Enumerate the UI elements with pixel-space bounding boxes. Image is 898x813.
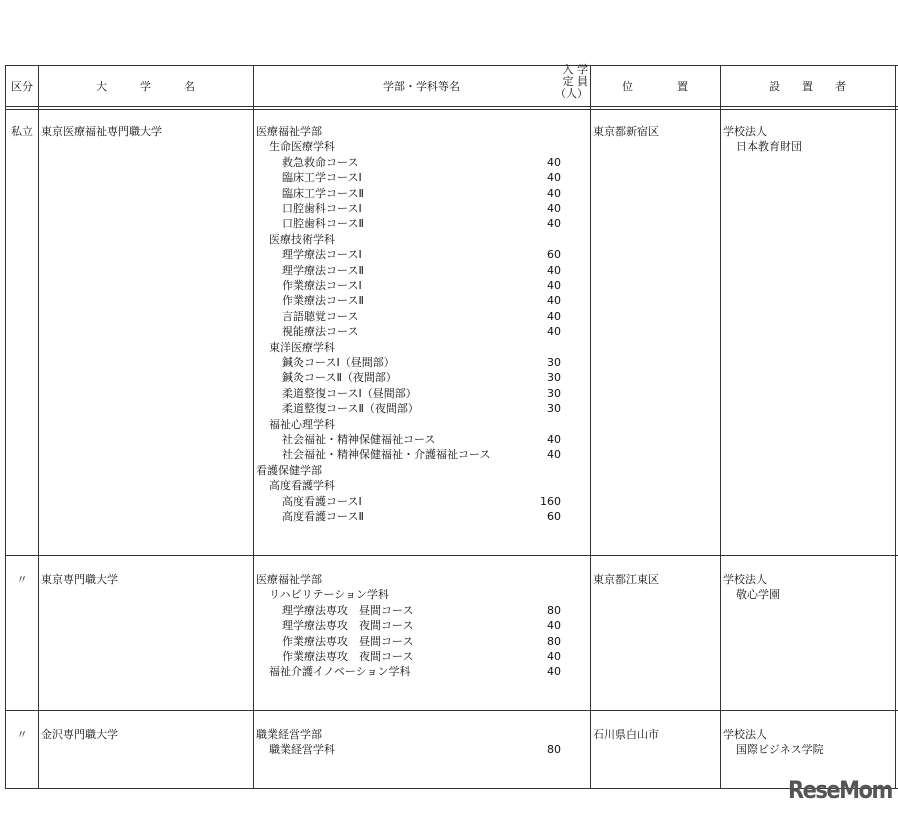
location-cell: 東京都新宿区 [593, 125, 659, 138]
location-cell: 東京都江東区 [593, 573, 659, 586]
capacity-value: 30 [547, 356, 561, 369]
capacity-value: 40 [547, 186, 561, 200]
faculty-entry: 生命医療学科 [269, 140, 335, 154]
capacity-value: 60 [547, 248, 561, 262]
capacity-value: 40 [547, 155, 561, 169]
location-cell: 石川県白山市 [593, 728, 659, 741]
faculty-entry: 社会福祉・精神保健福祉・介護福祉コース [282, 448, 491, 462]
capacity-line1: 入 学 [562, 63, 588, 76]
university-name: 金沢専門職大学 [41, 728, 118, 741]
category-cell: 〃 [16, 728, 28, 741]
faculty-entry: 口腔歯科コースⅡ [282, 217, 364, 231]
faculty-entry: 救急救命コース [282, 155, 359, 169]
capacity-value: 40 [547, 325, 561, 339]
capacity-value: 40 [547, 309, 561, 323]
faculty-entry: 臨床工学コースⅡ [282, 186, 364, 200]
faculty-entry: 言語聴覚コース [282, 309, 359, 323]
header-founder: 設 置 者 [769, 80, 846, 93]
capacity-value: 40 [547, 665, 561, 679]
capacity-value: 80 [547, 743, 561, 757]
faculty-entry: 臨床工学コースⅠ [282, 171, 362, 185]
university-name: 東京医療福祉専門職大学 [41, 125, 162, 138]
capacity-value: 40 [547, 263, 561, 277]
faculty-entry: 職業経営学部 [256, 728, 322, 741]
faculty-entry: リハビリテーション学科 [269, 588, 390, 602]
founder-line: 敬心学園 [736, 588, 780, 602]
founder-line: 学校法人 [723, 573, 767, 586]
capacity-line2: 定 員 [562, 75, 588, 88]
founder-line: 学校法人 [723, 125, 767, 138]
faculty-entry: 社会福祉・精神保健福祉コース [282, 433, 436, 446]
category-cell: 〃 [16, 573, 28, 586]
faculty-entry: 口腔歯科コースⅠ [282, 202, 362, 215]
faculty-entry: 作業療法専攻 夜間コース [282, 650, 414, 663]
capacity-value: 40 [547, 171, 561, 185]
faculty-entry: 視能療法コース [282, 325, 359, 339]
capacity-value: 40 [547, 650, 561, 663]
capacity-line3: （人） [555, 87, 588, 100]
faculty-entry: 高度看護コースⅡ [282, 510, 364, 523]
founder-line: 日本教育財団 [736, 140, 802, 154]
capacity-value: 80 [547, 634, 561, 648]
faculty-entry: 鍼灸コースⅠ（昼間部） [282, 356, 395, 369]
capacity-value: 60 [547, 510, 561, 523]
header-university: 大 学 名 [96, 80, 195, 93]
capacity-value: 40 [547, 279, 561, 292]
faculty-entry: 医療福祉学部 [256, 573, 322, 586]
faculty-entry: 高度看護学科 [269, 479, 335, 493]
header-faculty: 学部・学科等名 [383, 80, 460, 93]
faculty-entry: 東洋医療学科 [269, 340, 335, 354]
founder-line: 学校法人 [723, 728, 767, 741]
faculty-entry: 理学療法専攻 昼間コース [282, 603, 414, 617]
capacity-value: 160 [540, 494, 561, 508]
founder-line: 国際ビジネス学院 [736, 743, 824, 757]
faculty-entry: 作業療法コースⅡ [282, 294, 364, 308]
capacity-value: 80 [547, 603, 561, 617]
faculty-entry: 高度看護コースⅠ [282, 494, 362, 508]
header-location: 位 置 [622, 80, 688, 93]
faculty-entry: 鍼灸コースⅡ（夜間部） [282, 371, 397, 385]
capacity-value: 30 [547, 402, 561, 416]
capacity-value: 40 [547, 433, 561, 446]
category-cell: 私立 [11, 125, 33, 138]
capacity-value: 40 [547, 217, 561, 231]
faculty-entry: 柔道整復コースⅠ（昼間部） [282, 386, 417, 400]
faculty-entry: 理学療法コースⅠ [282, 248, 362, 262]
header-capacity [526, 64, 588, 100]
faculty-entry: 柔道整復コースⅡ（夜間部） [282, 402, 419, 416]
faculty-entry: 医療技術学科 [269, 232, 335, 246]
university-table [5, 65, 898, 789]
resemom-logo: ReseMom [788, 776, 892, 804]
capacity-value: 30 [547, 386, 561, 400]
faculty-entry: 理学療法コースⅡ [282, 263, 364, 277]
header-category: 区分 [11, 80, 33, 93]
faculty-entry: 理学療法専攻 夜間コース [282, 619, 414, 633]
faculty-entry: 作業療法コースⅠ [282, 279, 362, 292]
capacity-value: 40 [547, 448, 561, 462]
capacity-value: 40 [547, 619, 561, 633]
capacity-value: 40 [547, 202, 561, 215]
university-name: 東京専門職大学 [41, 573, 118, 586]
capacity-value: 30 [547, 371, 561, 385]
faculty-entry: 福祉心理学科 [269, 417, 335, 431]
faculty-entry: 医療福祉学部 [256, 125, 322, 138]
faculty-entry: 作業療法専攻 昼間コース [282, 634, 414, 648]
faculty-entry: 看護保健学部 [256, 463, 322, 477]
capacity-value: 40 [547, 294, 561, 308]
faculty-entry: 福祉介護イノベーション学科 [269, 665, 411, 679]
faculty-entry: 職業経営学科 [269, 743, 335, 757]
